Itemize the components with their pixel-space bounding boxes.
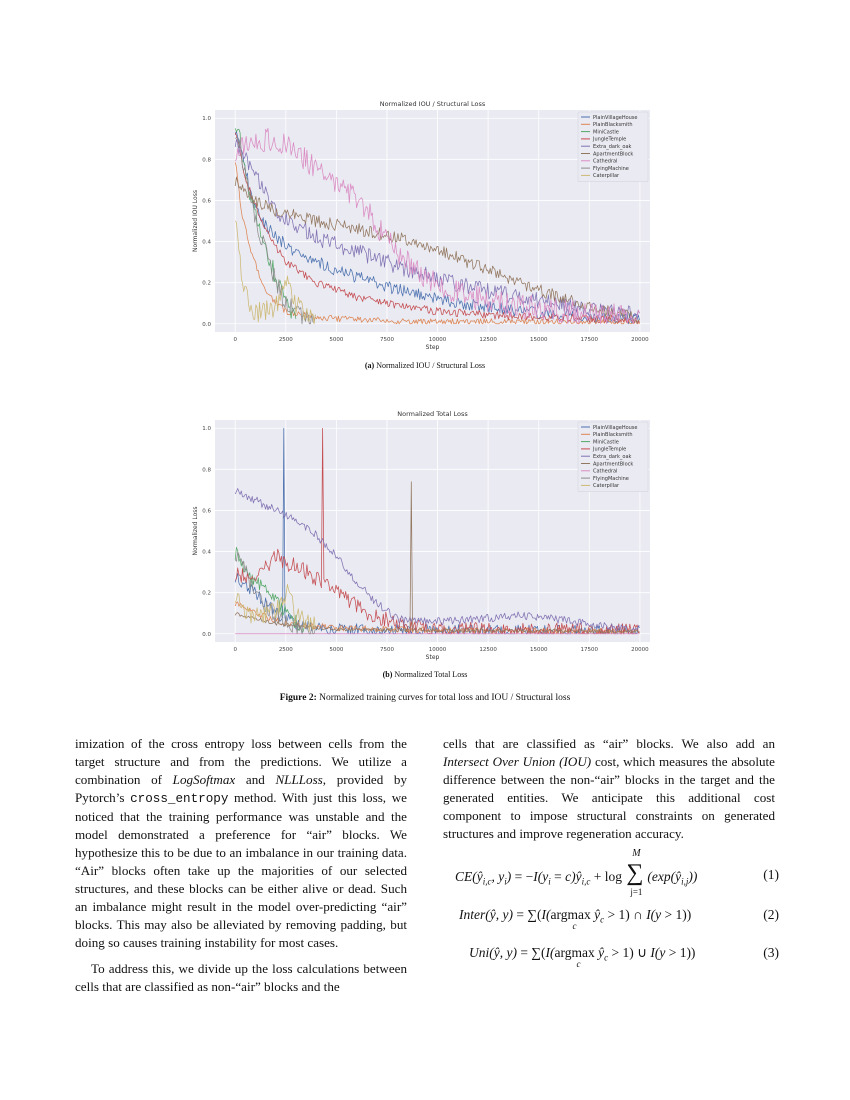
- chart-title: Normalized Total Loss: [397, 410, 468, 418]
- left-paragraph-2: To address this, we divide up the loss calculations between cells that are classified as non-“air” blocks and the: [75, 961, 407, 994]
- x-tick-label: 0: [233, 337, 237, 343]
- legend-label: JungleTemple: [593, 136, 627, 143]
- figure-a-caption-label: (a): [364, 361, 375, 370]
- y-tick-label: 0.0: [202, 321, 211, 328]
- figure-caption-text: Normalized training curves for total loss and IOU / Structural loss: [319, 693, 571, 703]
- legend-label: FlyingMachine: [593, 475, 629, 482]
- x-tick-label: 5000: [329, 647, 344, 653]
- chart-a: [0, 95, 850, 355]
- x-axis-label: Step: [425, 654, 440, 661]
- figure-b-caption: [0, 670, 850, 679]
- left-column: [75, 735, 407, 996]
- equation-3-number: (3): [763, 945, 779, 960]
- x-tick-label: 2500: [278, 647, 293, 653]
- x-tick-label: 0: [233, 647, 237, 653]
- legend: [578, 112, 648, 182]
- legend-label: PlainBlacksmith: [593, 432, 633, 439]
- figure-a: [0, 95, 850, 355]
- x-tick-label: 17500: [580, 647, 599, 653]
- legend-label: Caterpillar: [593, 483, 620, 490]
- legend-label: PlainBlacksmith: [593, 122, 633, 129]
- equation-1-number: (1): [763, 867, 779, 882]
- code-cross-entropy: cross_entropy: [130, 792, 229, 806]
- chart-b: [0, 405, 850, 665]
- argmax-subscript: c: [572, 921, 577, 931]
- legend-label: MiniCastle: [593, 129, 619, 136]
- figure-b-caption-label: (b): [382, 670, 393, 679]
- legend-label: Extra_dark_oak: [593, 454, 632, 460]
- equation-2-number: (2): [763, 907, 779, 922]
- x-tick-label: 7500: [379, 337, 394, 343]
- y-tick-label: 0.0: [202, 631, 211, 638]
- x-tick-label: 12500: [479, 647, 497, 653]
- legend-label: JungleTemple: [593, 446, 627, 453]
- figure-caption: [0, 693, 850, 703]
- legend-label: ApartmentBlock: [593, 151, 634, 158]
- right-paragraph-1: cells that are classified as “air” blocks. We also add an Intersect Over Union (IOU) cost, which measures the absolute difference between the non-“air” blocks in the target and the generated entities. We anticipate this additional cost component to impose structural constraints on generated structures and improve regeneration accuracy.: [443, 736, 775, 841]
- x-tick-label: 7500: [379, 647, 394, 653]
- x-tick-label: 12500: [479, 337, 497, 343]
- legend-label: PlainVillageHouse: [593, 114, 638, 121]
- x-axis-label: Step: [425, 344, 440, 351]
- figure-a-caption: [0, 361, 850, 370]
- legend-label: ApartmentBlock: [593, 461, 634, 468]
- y-axis-label: Normalized Loss: [192, 506, 199, 556]
- y-tick-label: 0.2: [202, 590, 211, 597]
- x-tick-label: 2500: [278, 337, 293, 343]
- right-column: [443, 735, 775, 843]
- y-tick-label: 1.0: [202, 116, 211, 123]
- legend: [578, 422, 648, 492]
- figure-b: [0, 405, 850, 665]
- x-tick-label: 20000: [631, 337, 649, 343]
- legend-label: PlainVillageHouse: [593, 424, 638, 431]
- figure-caption-label: Figure 2:: [279, 693, 317, 703]
- legend-label: Extra_dark_oak: [593, 144, 632, 150]
- x-tick-label: 15000: [529, 337, 548, 343]
- sum-upper-limit: M: [632, 848, 641, 859]
- equation-3: Uni(ŷ, y) = ∑(I(argmax c $ŷ_c > 1$) ∪ I(y > 1)) (3): [469, 945, 779, 969]
- argmax-subscript: c: [576, 959, 581, 969]
- x-tick-label: 10000: [428, 337, 447, 343]
- y-axis-label: Normalized IOU Loss: [192, 190, 199, 252]
- y-tick-label: 0.4: [202, 239, 211, 246]
- x-tick-label: 15000: [529, 647, 548, 653]
- legend-label: Cathedral: [593, 468, 618, 475]
- equation-1: $CE(ŷ_{i,c}$, $y_i) = -I(y_i$ = $c)ŷ_{i,c} + \log$ M ∑ j=1 $(\exp(ŷ_{i,j}))$ (1): [455, 848, 779, 897]
- y-tick-label: 0.8: [202, 467, 211, 474]
- legend-label: Caterpillar: [593, 173, 620, 180]
- y-tick-label: 0.2: [202, 280, 211, 287]
- y-tick-label: 0.6: [202, 198, 211, 205]
- y-tick-label: 0.8: [202, 157, 211, 164]
- chart-title: Normalized IOU / Structural Loss: [379, 100, 486, 108]
- legend-label: MiniCastle: [593, 439, 619, 446]
- legend-label: Cathedral: [593, 158, 618, 165]
- x-tick-label: 10000: [428, 647, 447, 653]
- x-tick-label: 5000: [329, 337, 344, 343]
- y-tick-label: 0.6: [202, 508, 211, 515]
- legend-label: FlyingMachine: [593, 165, 629, 172]
- sum-lower-limit: j=1: [630, 887, 643, 897]
- y-tick-label: 1.0: [202, 426, 211, 433]
- x-tick-label: 17500: [580, 337, 599, 343]
- left-paragraph-1: imization of the cross entropy loss between cells from the target structure and from the predictions. We utilize a combination of LogSoftmax and NLLLoss, provided by Pytorch’s cross_entropy method. With just this loss, we noticed that the training performance was unstable and the model demonstrated a preference for “air” blocks. We hypothesize this to be due to an imbalance in our training data. “Air” blocks often take up the majorities of our selected structures, and these blocks can be either alive or dead. Such an imbalance might result in the model over-predicting “air” blocks. This may also be alleviated by removing padding, but doing so causes training instability for most cases.: [75, 736, 407, 950]
- x-tick-label: 20000: [631, 647, 649, 653]
- figure-b-caption-text: Normalized Total Loss: [394, 670, 468, 679]
- y-tick-label: 0.4: [202, 549, 211, 556]
- figure-a-caption-text: Normalized IOU / Structural Loss: [376, 361, 486, 370]
- equation-2: Inter(ŷ, y) = ∑(I(argmax c $ŷ_c > 1$) ∩ I(y > 1)) (2): [459, 907, 779, 931]
